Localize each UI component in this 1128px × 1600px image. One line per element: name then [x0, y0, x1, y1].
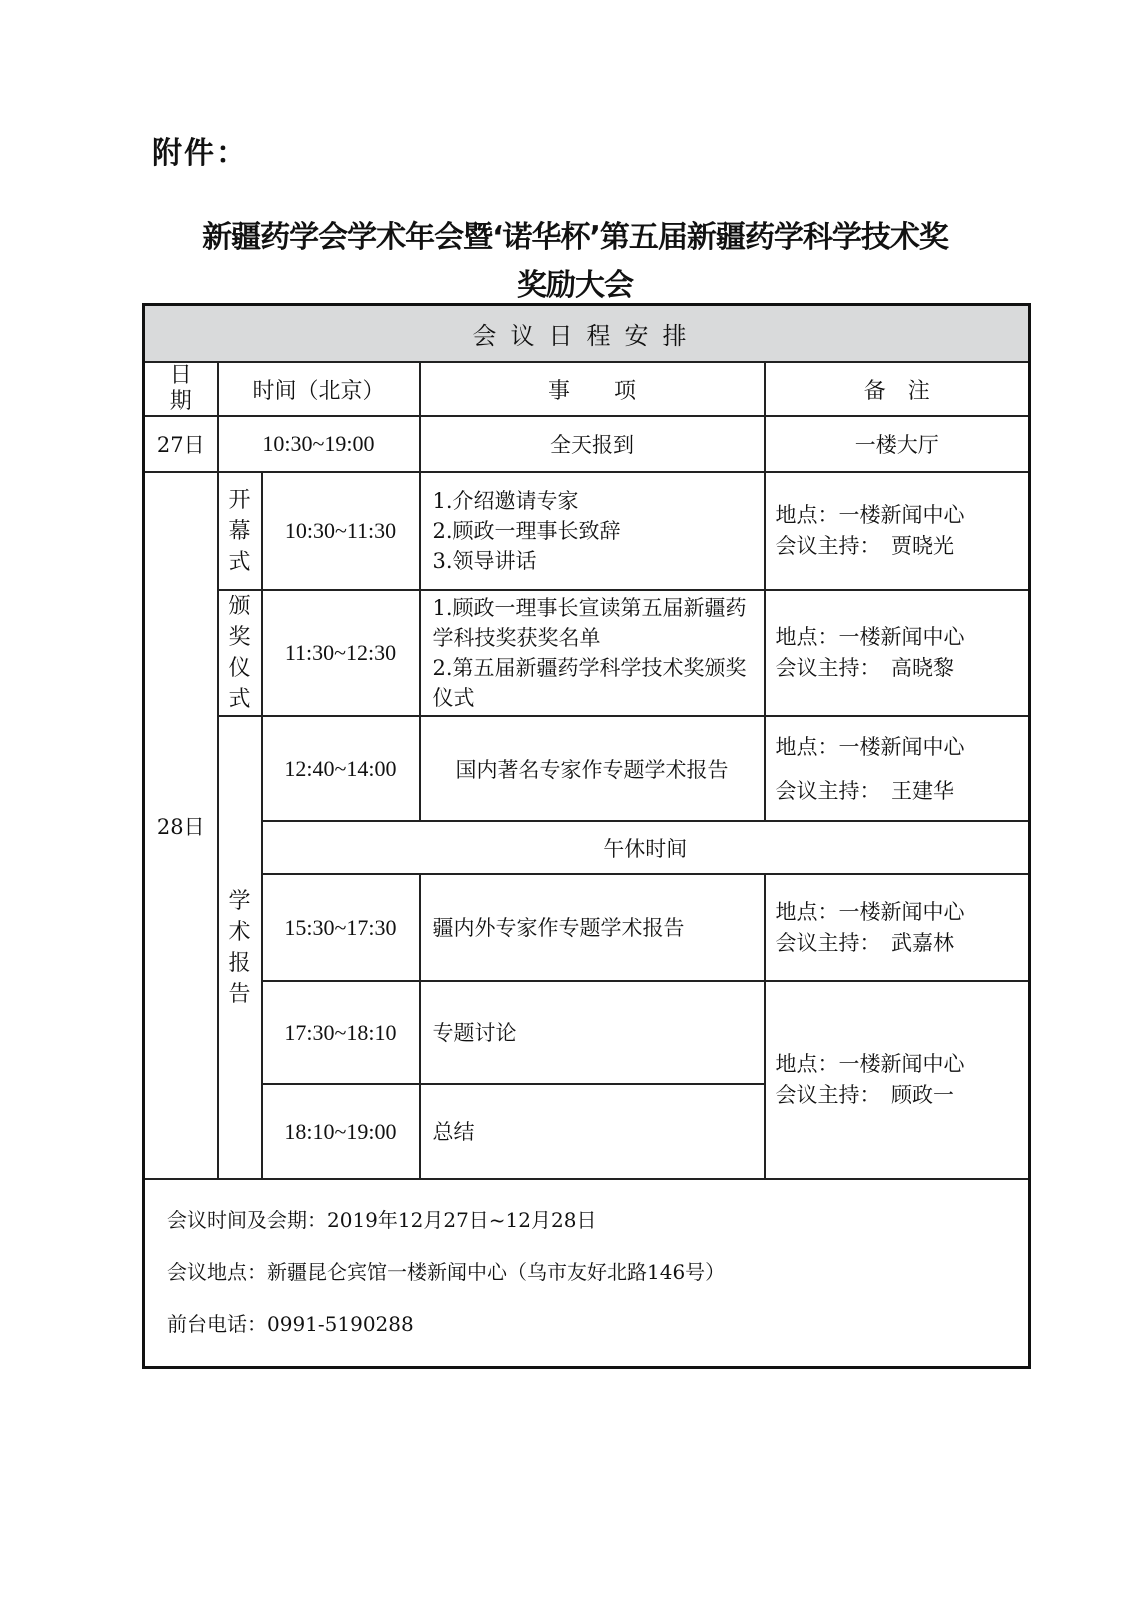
schedule-table: [142, 303, 1031, 1369]
item-cell: 疆内外专家作专题学术报告: [420, 874, 765, 981]
item-cell: 国内著名专家作专题学术报告: [420, 716, 765, 821]
front-desk-phone: 前台电话：0991-5190288: [167, 1312, 414, 1336]
section-opening: 开 幕 式: [218, 472, 262, 590]
column-header-date: 日 期: [144, 362, 218, 416]
table-row-award: [144, 590, 1030, 716]
table-row-academic-1: [144, 716, 1030, 821]
item-line: 2.第五届新疆药学科学技术奖颁奖仪式: [432, 656, 747, 710]
time-cell: 10:30~11:30: [262, 472, 420, 590]
document-title-line2: 奖励大会: [517, 268, 633, 303]
host-text: 会议主持： 武嘉林: [775, 930, 954, 955]
note-cell: 一楼大厅: [765, 416, 1030, 472]
location-text: 地点：一楼新闻中心: [775, 503, 965, 527]
time-cell: 11:30~12:30: [262, 590, 420, 716]
note-cell: [765, 716, 1030, 821]
column-header-item: 事 项: [420, 362, 765, 416]
attachment-label: 附件：: [152, 136, 248, 171]
location-text: 地点：一楼新闻中心: [775, 625, 965, 649]
time-cell: 12:40~14:00: [262, 716, 420, 821]
item-cell: [420, 590, 765, 716]
table-row-break: [144, 821, 1030, 874]
section-academic: 学 术 报 告: [218, 716, 262, 1179]
item-cell: 总结: [420, 1084, 765, 1179]
table-row-academic-3: [144, 981, 1030, 1084]
note-cell: [765, 590, 1030, 716]
host-text: 会议主持： 王建华: [775, 778, 954, 803]
item-line: 1.顾政一理事长宣读第五届新疆药学科技奖获奖名单: [432, 596, 747, 650]
time-cell: 17:30~18:10: [262, 981, 420, 1084]
meeting-dates: 会议时间及会期：2019年12月27日~12月28日: [167, 1208, 597, 1232]
item-cell: 全天报到: [420, 416, 765, 472]
item-cell: 专题讨论: [420, 981, 765, 1084]
table-row-opening: [144, 472, 1030, 590]
meeting-venue: 会议地点：新疆昆仑宾馆一楼新闻中心（乌市友好北路146号）: [167, 1260, 726, 1284]
location-text: 地点：一楼新闻中心: [775, 1052, 965, 1076]
item-line: 1.介绍邀请专家: [432, 489, 579, 513]
date-cell-28: 28日: [144, 472, 218, 1179]
lunch-break: 午休时间: [262, 821, 1030, 874]
document-title-line1: 新疆药学会学术年会暨‘诺华杯’第五届新疆药学科学技术奖: [202, 220, 948, 255]
column-header-note: 备 注: [765, 362, 1030, 416]
host-text: 会议主持： 贾晓光: [775, 534, 954, 558]
location-text: 地点：一楼新闻中心: [775, 734, 965, 759]
host-text: 会议主持： 顾政一: [775, 1083, 954, 1107]
column-header-time: 时间（北京）: [218, 362, 420, 416]
item-line: 3.领导讲话: [432, 549, 537, 573]
schedule-heading: 会议日程安排: [144, 305, 1030, 363]
section-award: 颁 奖 仪 式: [218, 590, 262, 716]
item-line: 2.顾政一理事长致辞: [432, 519, 621, 543]
host-text: 会议主持： 高晓黎: [775, 656, 954, 680]
note-cell-shared: [765, 981, 1030, 1179]
time-cell: 15:30~17:30: [262, 874, 420, 981]
item-cell: [420, 472, 765, 590]
table-row-day27: [144, 416, 1030, 472]
time-cell: 18:10~19:00: [262, 1084, 420, 1179]
note-cell: [765, 472, 1030, 590]
footer-row: [144, 1179, 1030, 1368]
footer-cell: [144, 1179, 1030, 1368]
note-cell: [765, 874, 1030, 981]
table-row-academic-2: [144, 874, 1030, 981]
time-cell: 10:30~19:00: [218, 416, 420, 472]
location-text: 地点：一楼新闻中心: [775, 899, 965, 924]
date-cell: 27日: [144, 416, 218, 472]
